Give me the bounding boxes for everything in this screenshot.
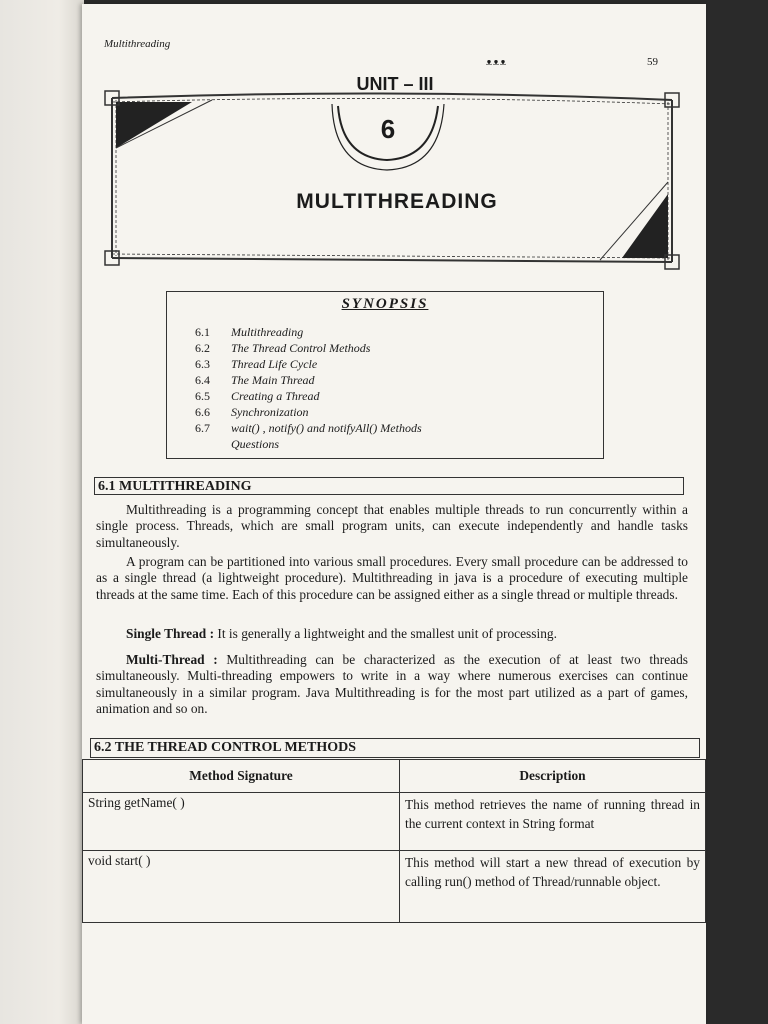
running-head: Multithreading — [104, 38, 171, 50]
section-heading-6-1: 6.1 MULTITHREADING — [94, 477, 684, 495]
column-header: Method Signature — [83, 760, 400, 793]
thread-methods-table — [82, 759, 706, 923]
list-item: 6.3 Thread Life Cycle — [195, 357, 318, 371]
page-number: 59 — [647, 56, 658, 68]
method-signature: void start( ) — [83, 851, 400, 923]
table-header-row — [83, 760, 706, 793]
paragraph: Multithreading is a programming concept that enables multiple threads to run concurrently within a single process. Threads, which are small program units, can execute independently and handle tasks simultaneously. — [96, 502, 688, 550]
adjacent-page-edge — [0, 0, 84, 1024]
list-item: 6.6 Synchronization — [195, 405, 309, 419]
paragraph: Single Thread : It is generally a lightweight and the smallest unit of processing. — [126, 626, 557, 641]
table-row — [83, 793, 706, 851]
synopsis-box — [166, 291, 604, 459]
synopsis-list — [195, 324, 422, 452]
section-heading-6-2: 6.2 THE THREAD CONTROL METHODS — [90, 738, 700, 758]
list-item: 6.7 wait() , notify() and notifyAll() Methods — [195, 421, 422, 435]
book-page — [82, 4, 706, 1024]
chapter-title: MULTITHREADING — [296, 190, 498, 213]
paragraph: A program can be partitioned into various small procedures. Every small procedure can be addressed to as a single thread (a lightweight procedure). Multithreading in java is a procedure of executing multiple threads at the same time. Each of this procedure can be assigned either as a single thread or multiple threads. — [96, 554, 688, 602]
list-item: 6.5 Creating a Thread — [195, 389, 320, 403]
list-item: Questions — [231, 437, 279, 451]
ornament-glyphs: ᴥᴥᴥ — [486, 56, 507, 68]
method-description: This method will start a new thread of execution by calling run() method of Thread/runnable object. — [400, 851, 706, 923]
paragraph: Multi-Thread : Multithreading can be characterized as the execution of at least two threads simultaneously. Multi-threading empowers to write in a way where numerous exercises can continue simultaneously in a similar program. Java Multithreading is for the most part utilized as a part of games, animation and so on. — [96, 652, 688, 717]
list-item: 6.4 The Main Thread — [195, 373, 315, 387]
list-item: 6.1 Multithreading — [195, 325, 304, 339]
synopsis-title: SYNOPSIS — [341, 296, 429, 312]
unit-heading: UNIT – III — [356, 74, 434, 94]
method-description: This method retrieves the name of running thread in the current context in String format — [400, 793, 706, 851]
column-header: Description — [400, 760, 706, 793]
chapter-number: 6 — [380, 114, 396, 144]
table-row — [83, 851, 706, 923]
list-item: 6.2 The Thread Control Methods — [195, 341, 371, 355]
method-signature: String getName( ) — [83, 793, 400, 851]
